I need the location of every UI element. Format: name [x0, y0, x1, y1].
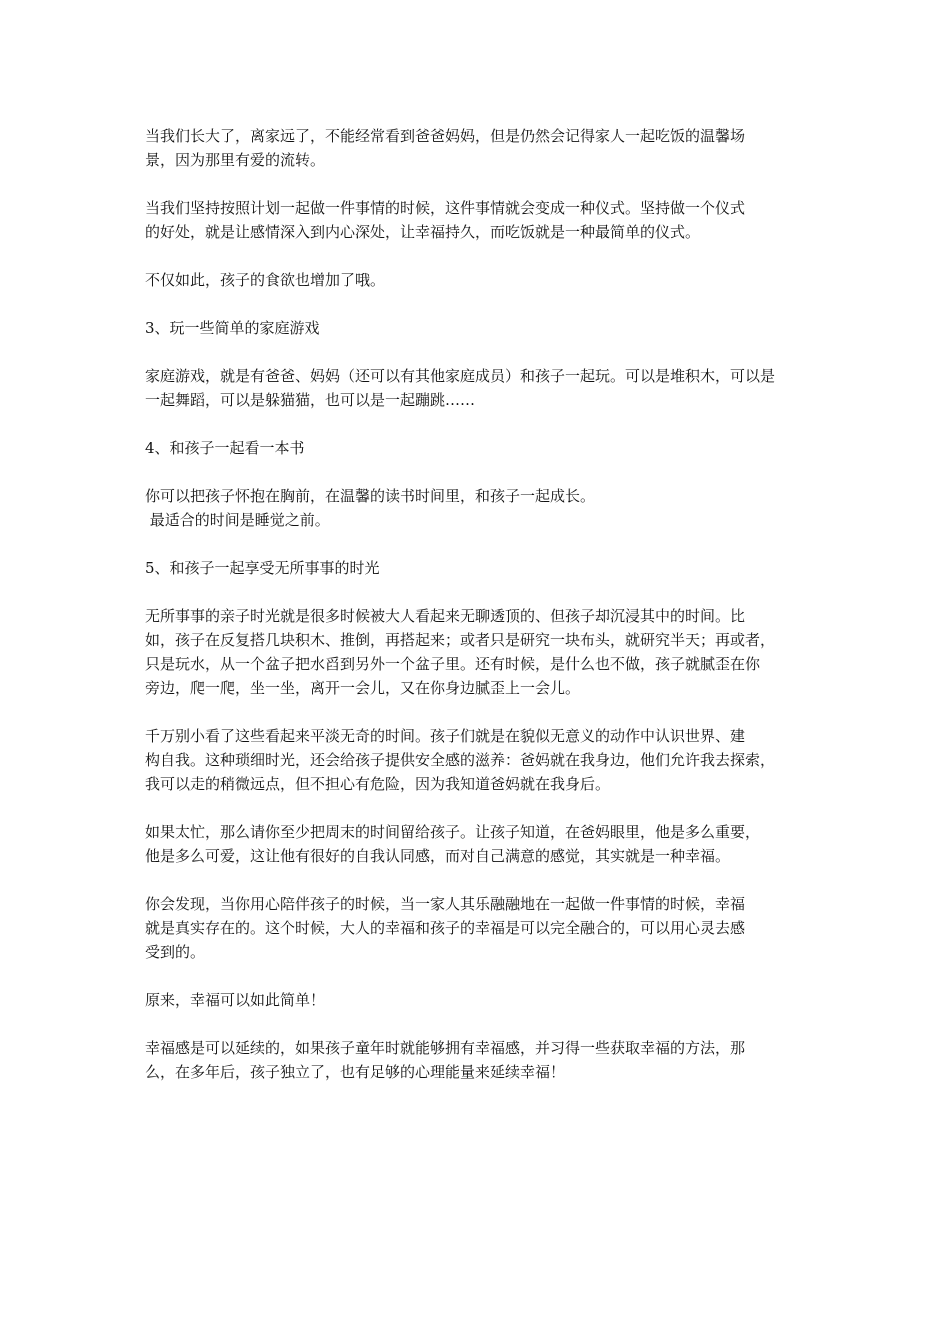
paragraph-simple-happiness: [145, 988, 815, 1012]
paragraph-read-book: [145, 484, 815, 532]
text-line: 的好处，就是让感情深入到内心深处，让幸福持久，而吃饭就是一种最简单的仪式。: [145, 223, 701, 241]
paragraph-family-games: [145, 364, 815, 412]
document-body: [145, 124, 815, 1084]
paragraph-dont-underestimate: [145, 724, 815, 796]
paragraph-appetite: [145, 268, 815, 292]
paragraph-happiness-real: [145, 892, 815, 964]
paragraph-idle-time: [145, 604, 815, 700]
text-line: 家庭游戏，就是有爸爸、妈妈（还可以有其他家庭成员）和孩子一起玩。可以是堆积木，可以是: [145, 367, 776, 385]
text-line: 最适合的时间是睡觉之前。: [145, 511, 330, 529]
heading-text: 5、和孩子一起享受无所事事的时光: [145, 559, 380, 577]
text-line: 如果太忙，那么请你至少把周末的时间留给孩子。让孩子知道，在爸妈眼里，他是多么重要，: [145, 823, 761, 841]
text-line: 就是真实存在的。这个时候，大人的幸福和孩子的幸福是可以完全融合的，可以用心灵去感: [145, 919, 746, 937]
section-heading-family-games: [145, 316, 815, 340]
text-line: 旁边，爬一爬，坐一坐，离开一会儿，又在你身边腻歪上一会儿。: [145, 679, 581, 697]
text-line: 你会发现，当你用心陪伴孩子的时候，当一家人其乐融融地在一起做一件事情的时候，幸福: [145, 895, 746, 913]
text-line: 当我们长大了，离家远了，不能经常看到爸爸妈妈，但是仍然会记得家人一起吃饭的温馨场: [145, 127, 746, 145]
text-line: 受到的。: [145, 943, 206, 961]
text-line: 一起舞蹈，可以是躲猫猫，也可以是一起蹦跳……: [145, 391, 476, 409]
text-line: 当我们坚持按照计划一起做一件事情的时候，这件事情就会变成一种仪式。坚持做一个仪式: [145, 199, 746, 217]
text-line: 如，孩子在反复搭几块积木、推倒，再搭起来；或者只是研究一块布头，就研究半天；再或者，: [145, 631, 776, 649]
text-line: 幸福感是可以延续的，如果孩子童年时就能够拥有幸福感，并习得一些获取幸福的方法，那: [145, 1039, 746, 1057]
text-line: 无所事事的亲子时光就是很多时候被大人看起来无聊透顶的、但孩子却沉浸其中的时间。比: [145, 607, 746, 625]
text-line: 么，在多年后，孩子独立了，也有足够的心理能量来延续幸福！: [145, 1063, 566, 1081]
heading-text: 3、玩一些简单的家庭游戏: [145, 319, 320, 337]
text-line: 千万别小看了这些看起来平淡无奇的时间。孩子们就是在貌似无意义的动作中认识世界、建: [145, 727, 746, 745]
text-line: 原来，幸福可以如此简单！: [145, 991, 326, 1009]
text-line: 构自我。这种琐细时光，还会给孩子提供安全感的滋养：爸妈就在我身边，他们允许我去探索，: [145, 751, 776, 769]
text-line: 他是多么可爱，这让他有很好的自我认同感，而对自己满意的感觉，其实就是一种幸福。: [145, 847, 731, 865]
text-line: 不仅如此，孩子的食欲也增加了哦。: [145, 271, 386, 289]
text-line: 景，因为那里有爱的流转。: [145, 151, 326, 169]
paragraph-family-dinner-memory: [145, 124, 815, 172]
heading-text: 4、和孩子一起看一本书: [145, 439, 305, 457]
text-line: 我可以走的稍微远点，但不担心有危险，因为我知道爸妈就在我身后。: [145, 775, 611, 793]
text-line: 只是玩水，从一个盆子把水舀到另外一个盆子里。还有时候，是什么也不做，孩子就腻歪在你: [145, 655, 761, 673]
paragraph-ritual: [145, 196, 815, 244]
section-heading-idle-time: [145, 556, 815, 580]
paragraph-weekend-time: [145, 820, 815, 868]
text-line: 你可以把孩子怀抱在胸前，在温馨的读书时间里，和孩子一起成长。: [145, 487, 596, 505]
section-heading-read-book: [145, 436, 815, 460]
paragraph-happiness-lasting: [145, 1036, 815, 1084]
